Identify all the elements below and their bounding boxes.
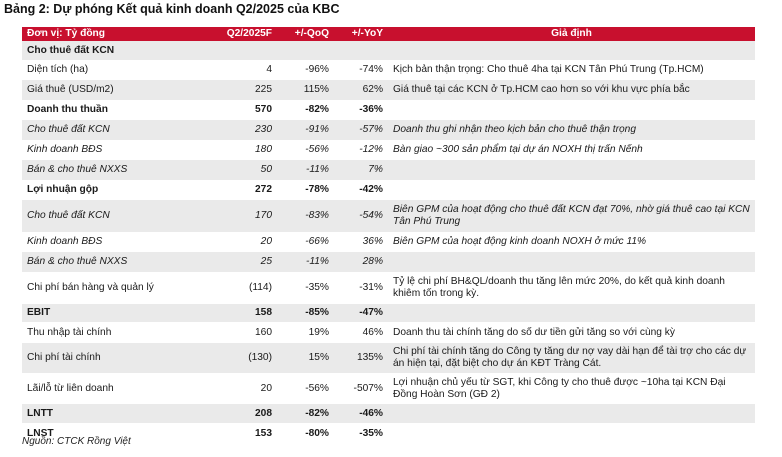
- row-label: Kinh doanh BĐS: [22, 232, 197, 252]
- row-yoy: -12%: [334, 140, 388, 160]
- row-qoq: -35%: [277, 272, 334, 304]
- row-q2-value: 25: [197, 252, 277, 272]
- table-row: [22, 60, 755, 80]
- table-row: [22, 180, 755, 200]
- table-row: [22, 200, 755, 232]
- table-row: [22, 80, 755, 100]
- table-row: [22, 41, 755, 60]
- row-qoq: -56%: [277, 140, 334, 160]
- row-qoq: [277, 41, 334, 60]
- row-qoq: -11%: [277, 160, 334, 180]
- header-row: [22, 27, 755, 41]
- row-q2-value: 225: [197, 80, 277, 100]
- row-yoy: 135%: [334, 343, 388, 373]
- table-row: [22, 100, 755, 120]
- row-note: [388, 41, 755, 60]
- row-label: Chi phí tài chính: [22, 343, 197, 373]
- row-yoy: -42%: [334, 180, 388, 200]
- row-qoq: -83%: [277, 200, 334, 232]
- row-yoy: 46%: [334, 322, 388, 343]
- row-note: Tỷ lệ chi phí BH&QL/doanh thu tăng lên mức 20%, do kết quả kinh doanh khiêm tốn trong kỳ.: [388, 272, 755, 304]
- row-yoy: [334, 41, 388, 60]
- header-qoq: +/-QoQ: [277, 27, 334, 41]
- table-row: [22, 404, 755, 423]
- row-q2-value: (114): [197, 272, 277, 304]
- row-yoy: 7%: [334, 160, 388, 180]
- header-unit: Đơn vị: Tỷ đồng: [22, 27, 197, 41]
- row-yoy: 36%: [334, 232, 388, 252]
- row-label: EBIT: [22, 304, 197, 322]
- row-note: [388, 404, 755, 423]
- row-qoq: 19%: [277, 322, 334, 343]
- row-note: Biên GPM của hoạt động kinh doanh NOXH ở mức 11%: [388, 232, 755, 252]
- row-q2-value: [197, 41, 277, 60]
- row-qoq: 115%: [277, 80, 334, 100]
- row-label: LNST: [22, 423, 197, 444]
- row-yoy: -54%: [334, 200, 388, 232]
- row-qoq: -85%: [277, 304, 334, 322]
- row-q2-value: (130): [197, 343, 277, 373]
- row-q2-value: 20: [197, 373, 277, 404]
- row-yoy: -507%: [334, 373, 388, 404]
- row-qoq: -11%: [277, 252, 334, 272]
- row-qoq: -96%: [277, 60, 334, 80]
- row-yoy: -31%: [334, 272, 388, 304]
- row-yoy: 62%: [334, 80, 388, 100]
- row-label: Giá thuê (USD/m2): [22, 80, 197, 100]
- table-row: [22, 252, 755, 272]
- row-q2-value: 4: [197, 60, 277, 80]
- row-q2-value: 158: [197, 304, 277, 322]
- row-label: Chi phí bán hàng và quản lý: [22, 272, 197, 304]
- row-qoq: -80%: [277, 423, 334, 444]
- row-q2-value: 570: [197, 100, 277, 120]
- row-note: [388, 100, 755, 120]
- table-row: [22, 423, 755, 444]
- row-note: Doanh thu ghi nhận theo kịch bản cho thuê thận trọng: [388, 120, 755, 140]
- row-q2-value: 230: [197, 120, 277, 140]
- source-note: Nguồn: CTCK Rồng Việt: [22, 436, 131, 447]
- row-qoq: -78%: [277, 180, 334, 200]
- row-qoq: -91%: [277, 120, 334, 140]
- row-qoq: 15%: [277, 343, 334, 373]
- row-label: Cho thuê đất KCN: [22, 200, 197, 232]
- row-note: Chi phí tài chính tăng do Công ty tăng dư nợ vay dài hạn để tài trợ cho các dự án hiện tại, đặt biệt cho dự án KĐT Tràng Cát.: [388, 343, 755, 373]
- row-q2-value: 208: [197, 404, 277, 423]
- table-row: [22, 160, 755, 180]
- forecast-table: [22, 27, 755, 444]
- row-label: Kinh doanh BĐS: [22, 140, 197, 160]
- row-yoy: -36%: [334, 100, 388, 120]
- row-label: Bán & cho thuê NXXS: [22, 252, 197, 272]
- row-qoq: -56%: [277, 373, 334, 404]
- row-note: Doanh thu tài chính tăng do số dư tiền gửi tăng so với cùng kỳ: [388, 322, 755, 343]
- table-row: [22, 272, 755, 304]
- row-label: Lợi nhuận gộp: [22, 180, 197, 200]
- table-row: [22, 120, 755, 140]
- row-note: [388, 160, 755, 180]
- header-yoy: +/-YoY: [334, 27, 388, 41]
- header-q2-2025f: Q2/2025F: [197, 27, 277, 41]
- row-yoy: -57%: [334, 120, 388, 140]
- row-note: [388, 180, 755, 200]
- row-q2-value: 160: [197, 322, 277, 343]
- row-label: LNTT: [22, 404, 197, 423]
- row-yoy: 28%: [334, 252, 388, 272]
- row-label: Cho thuê đất KCN: [22, 120, 197, 140]
- row-note: [388, 304, 755, 322]
- header-assumption: Giả định: [388, 27, 755, 41]
- table-row: [22, 322, 755, 343]
- row-qoq: -82%: [277, 100, 334, 120]
- row-note: [388, 423, 755, 444]
- row-note: Kịch bản thận trọng: Cho thuê 4ha tại KCN Tân Phú Trung (Tp.HCM): [388, 60, 755, 80]
- table-row: [22, 304, 755, 322]
- row-label: Diện tích (ha): [22, 60, 197, 80]
- row-q2-value: 20: [197, 232, 277, 252]
- table-row: [22, 232, 755, 252]
- row-q2-value: 272: [197, 180, 277, 200]
- row-label: Cho thuê đất KCN: [22, 41, 197, 60]
- row-note: Lợi nhuận chủ yếu từ SGT, khi Công ty cho thuê được ~10ha tại KCN Đại Đồng Hoàn Sơn (GĐ 2): [388, 373, 755, 404]
- row-yoy: -47%: [334, 304, 388, 322]
- row-note: Bàn giao ~300 sản phẩm tại dự án NOXH thị trấn Nếnh: [388, 140, 755, 160]
- row-q2-value: 180: [197, 140, 277, 160]
- row-label: Lãi/lỗ từ liên doanh: [22, 373, 197, 404]
- row-label: Bán & cho thuê NXXS: [22, 160, 197, 180]
- row-qoq: -82%: [277, 404, 334, 423]
- row-note: Biên GPM của hoạt động cho thuê đất KCN đạt 70%, nhờ giá thuê cao tại KCN Tân Phú Trung: [388, 200, 755, 232]
- row-label: Doanh thu thuần: [22, 100, 197, 120]
- row-note: Giá thuê tại các KCN ở Tp.HCM cao hơn so với khu vực phía bắc: [388, 80, 755, 100]
- row-yoy: -35%: [334, 423, 388, 444]
- table-row: [22, 373, 755, 404]
- row-yoy: -74%: [334, 60, 388, 80]
- row-yoy: -46%: [334, 404, 388, 423]
- row-q2-value: 153: [197, 423, 277, 444]
- table-title: Bảng 2: Dự phóng Kết quả kinh doanh Q2/2025 của KBC: [4, 2, 340, 16]
- table-row: [22, 343, 755, 373]
- row-q2-value: 170: [197, 200, 277, 232]
- row-q2-value: 50: [197, 160, 277, 180]
- row-label: Thu nhập tài chính: [22, 322, 197, 343]
- row-note: [388, 252, 755, 272]
- row-qoq: -66%: [277, 232, 334, 252]
- table-row: [22, 140, 755, 160]
